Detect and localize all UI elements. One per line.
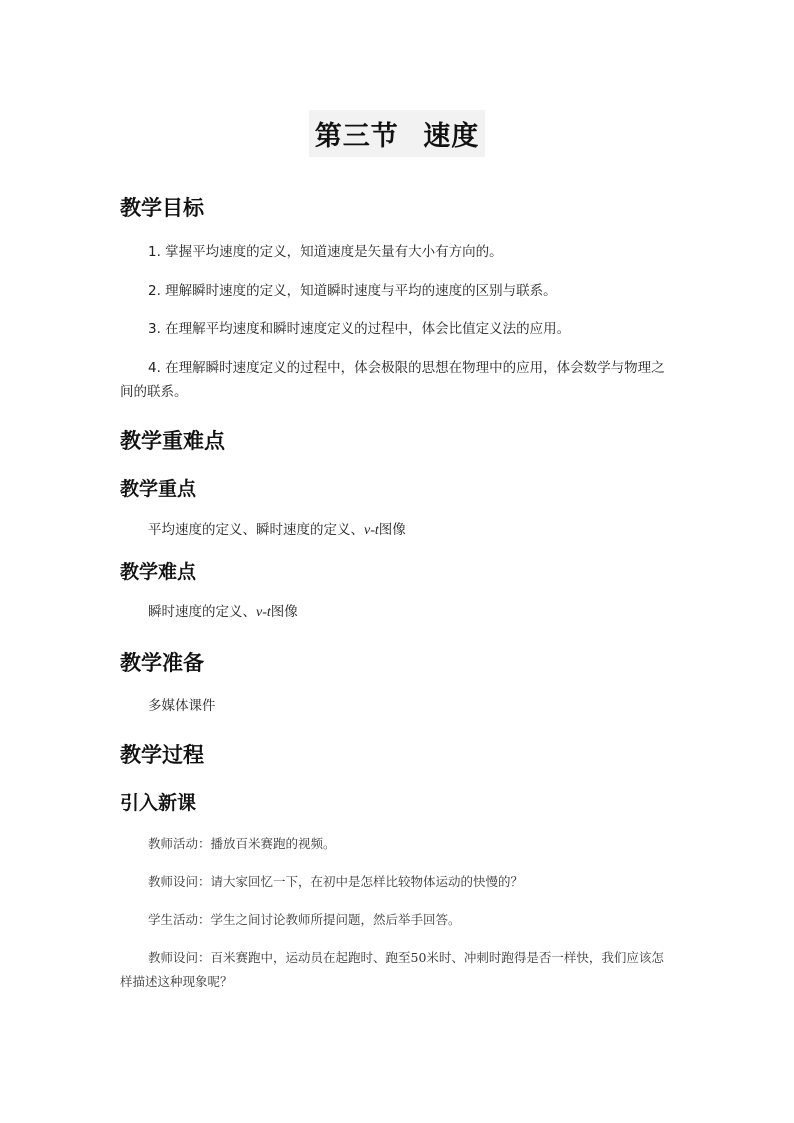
difficult-points-text-b: 图像: [270, 604, 298, 620]
preparation-text: 多媒体课件: [148, 698, 216, 714]
difficult-points-vt: v-t: [256, 605, 271, 620]
difficult-points-text: [120, 600, 676, 625]
objective-item-2: 2. 理解瞬时速度的定义，知道瞬时速度与平均的速度的区别与联系。: [148, 283, 557, 299]
title-container: [0, 110, 794, 157]
intro-paragraph-3: 学生活动：学生之间讨论教师所提问题，然后举手回答。: [148, 912, 461, 927]
objective-item-4: 4. 在理解瞬时速度定义的过程中，体会极限的思想在物理中的应用，体会数学与物理之间的联系。: [120, 360, 665, 400]
key-points-text-b: 图像: [378, 522, 406, 538]
heading-preparation: 教学准备: [120, 651, 204, 675]
heading-key-points: 教学重点: [120, 478, 197, 500]
objective-item-1: 1. 掌握平均速度的定义，知道速度是矢量有大小有方向的。: [148, 244, 503, 260]
objective-item-3: 3. 在理解平均速度和瞬时速度定义的过程中，体会比值定义法的应用。: [148, 321, 571, 337]
heading-process: 教学过程: [120, 743, 204, 767]
heading-difficult-points: 教学难点: [120, 561, 197, 583]
key-points-vt: v-t: [364, 523, 379, 538]
page-title: 第三节 速度: [309, 110, 485, 157]
heading-key-difficult: 教学重难点: [120, 429, 225, 453]
heading-objectives: 教学目标: [120, 196, 204, 220]
heading-intro: 引入新课: [120, 792, 197, 814]
key-points-text-a: 平均速度的定义、瞬时速度的定义、: [148, 522, 364, 538]
intro-paragraph-2: 教师设问：请大家回忆一下，在初中是怎样比较物体运动的快慢的？: [148, 874, 524, 889]
intro-paragraph-1: 教师活动：播放百米赛跑的视频。: [148, 836, 336, 851]
difficult-points-text-a: 瞬时速度的定义、: [148, 604, 256, 620]
key-points-text: [120, 518, 676, 543]
intro-paragraph-4: 教师设问：百米赛跑中，运动员在起跑时、跑至50米时、冲刺时跑得是否一样快，我们应该怎样描述这种现象呢？: [120, 950, 664, 989]
